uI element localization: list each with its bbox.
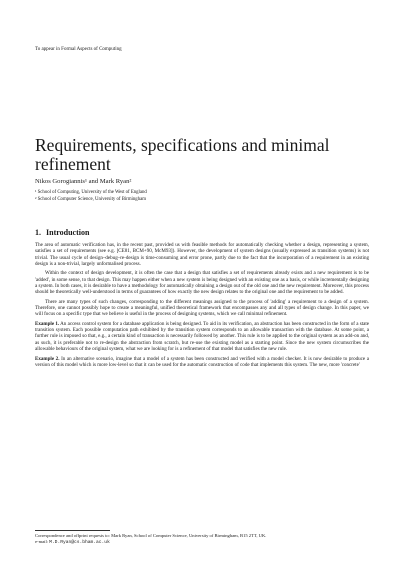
example-text: An access control system for a database application is being designed. To aid in its verification, an abstraction has been constructed in the form of a state transition system. Each possible computation path exhibited by the transition system corresponds to an allowable transaction with the database. At some point, a further rule is imposed so that, e.g., a certain kind of transaction is necessarily followed by another. This rule is to be applied to the original system as an add-on and, as such, it is preferable not to re-design the abstraction from scratch, but re-use the existing model as a starting point. Since the new system circumscribes the allowable behaviours of the original system, what we are looking for is a refinement of that model that satisfies the new rule. — [35, 320, 369, 353]
example-paragraph — [35, 356, 369, 369]
footnote — [35, 533, 369, 546]
email-prefix: e-mail: — [35, 539, 50, 544]
paper-title: Requirements, specifications and minimal refinement — [35, 135, 330, 174]
paragraph: Within the context of design development, it is often the case that a design that satisfies a set of requirements already exists and a new requirement is to be 'added', in some sense, to that design. This may happen either when a new system is being designed with an existing one as a basis, or while incrementally designing a system. In both cases, it is desirable to have a methodology for automatically obtaining a design out of the old one and the new requirement. Moreover, this process should be theoretically well-understood in terms of guarantees of how exactly the new design relates to the original one and the requirement to be added. — [35, 270, 369, 296]
example-paragraph — [35, 321, 369, 353]
section-heading — [35, 228, 89, 238]
affiliation-1: ¹ School of Computing, University of the West of England — [35, 190, 147, 195]
footnote-text: Correspondence and offprint requests to: Mark Ryan, School of Computer Science, University of Birmingham, B15 2TT, UK. — [35, 533, 267, 538]
running-head: To appear in Formal Aspects of Computing — [35, 47, 122, 52]
paragraph: The area of automatic verification has, in the recent past, provided us with feasible methods for automatically checking whether a design, representing a system, satisfies a set of requirements (see e.g. [CE81, BCM+90, McM93]). However, the development of system designs (usually expressed as transition systems) is not trivial. The usual cycle of design–debug–re-design is time-consuming and error prone, partly due to the fact that the incorporation of a requirement in an existing design is a non-trivial, largely unformalised process. — [35, 242, 369, 268]
affiliation-2: ² School of Computer Science, University of Birmingham — [35, 197, 146, 202]
example-label: Example 2. — [35, 355, 60, 362]
email-address[interactable]: M.D.Ryan@cs.bham.ac.uk — [49, 540, 110, 545]
affiliations — [35, 189, 147, 203]
example-text: In an alternative scenario, imagine that a model of a system has been constructed and verified with a model checker. It is now desirable to produce a version of this model which is more low-level so that it can be used for the automatic construction of code that implements this system. The new, more 'concrete' — [35, 355, 370, 368]
author-list: Nikos Gorogiannis¹ and Mark Ryan² — [35, 178, 132, 185]
body-text — [35, 242, 369, 371]
footnote-email-line — [35, 539, 369, 546]
example-label: Example 1. — [35, 320, 60, 327]
section-title: Introduction — [46, 228, 90, 237]
section-number: 1. — [35, 228, 41, 237]
paragraph: There are many types of such changes, corresponding to the different meanings assigned to the process of 'adding' a requirement to a design of a system. Therefore, one cannot possibly hope to create a meaningful, unified theoretical framework that encompasses any and all types of design change. In this paper, we will focus on a specific type that we believe is useful in the process of designing systems, which we call minimal refinement. — [35, 298, 369, 318]
footnote-rule — [35, 530, 110, 531]
